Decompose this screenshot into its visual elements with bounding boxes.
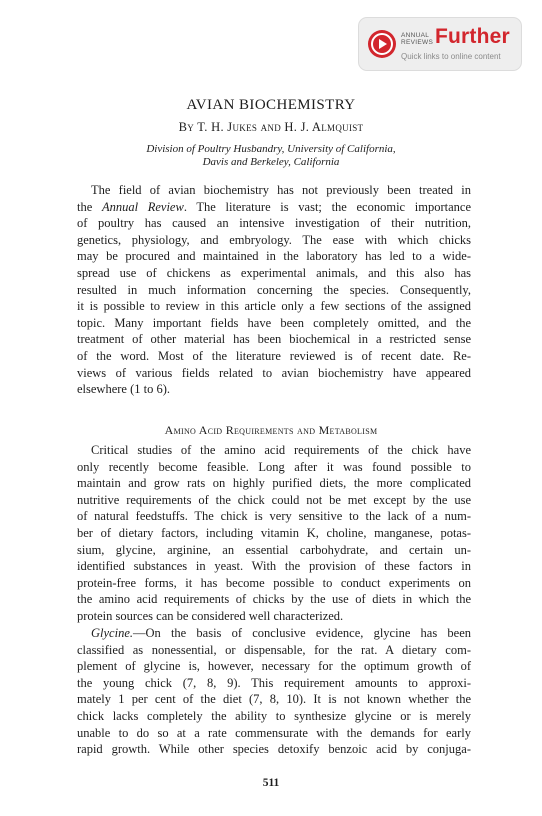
text-line: protein-free forms, it has become possible to conduct experiments on xyxy=(77,575,471,590)
text-line: rapid growth. While other species detoxify benzoic acid by conjuga- xyxy=(77,742,471,757)
journal-name: Annual Review xyxy=(101,199,184,214)
text-line: mately 1 per cent of the diet (7, 8, 10). It is not known whether the xyxy=(77,692,471,707)
text-line: the young chick (7, 8, 9). This requirement amounts to approxi- xyxy=(77,675,471,690)
text-line: plement of glycine is, however, necessary for the optimum growth of xyxy=(77,659,471,674)
further-subtitle: Quick links to online content xyxy=(401,52,501,61)
text-line: sium, glycine, arginine, an essential carbohydrate, and certain un- xyxy=(77,542,471,557)
affiliation-line-2: Davis and Berkeley, California xyxy=(202,156,340,168)
text-line: elsewhere (1 to 6). xyxy=(77,382,171,397)
article-title: AVIAN BIOCHEMISTRY xyxy=(186,97,356,113)
text-line: of poultry has caused an intensive investigation of their nutrition, xyxy=(77,216,471,231)
text-line: it is possible to review in this article only a few sections of the assigned xyxy=(77,299,471,314)
text-line: classified as nonessential, or dispensable, for the rat. A dietary com- xyxy=(77,642,471,657)
page-number: 511 xyxy=(262,777,280,789)
text-line: only recently become feasible. Long after it was found possible to xyxy=(77,459,471,474)
text-line: the Annual Review. The literature is vast; the economic importance xyxy=(77,199,471,214)
run-in-heading: Glycine. xyxy=(91,626,133,640)
text-line: spread use of chickens as experimental animals, and this also has xyxy=(77,266,471,280)
text-line: Glycine.—On the basis of conclusive evidence, glycine has been xyxy=(91,626,471,640)
text-line: ber of dietary factors, including vitamin K, choline, manganese, potas- xyxy=(77,526,471,540)
section-heading: Amino Acid Requirements and Metabolism xyxy=(164,423,378,437)
text-line: views of various fields related to avian biochemistry have appeared xyxy=(77,365,471,380)
article-authors: By T. H. Jukes and H. J. Almquist xyxy=(178,120,364,134)
text-line: Critical studies of the amino acid requirements of the chick have xyxy=(91,443,471,457)
annual-text: ANNUAL xyxy=(401,32,430,39)
text-line: The field of avian biochemistry has not previously been treated in xyxy=(91,183,471,197)
text-line: of natural feedstuffs. The chick is very sensitive to the lack of a num- xyxy=(77,509,471,524)
text-line: topic. Many important fields have been completely omitted, and the xyxy=(77,315,471,330)
affiliation-line-1: Division of Poultry Husbandry, University of California, xyxy=(146,143,396,155)
text-line: the amino acid requirements of chicks by the use of diets in which the xyxy=(77,592,471,607)
text-line: of the word. Most of the literature reviewed is of recent date. Re- xyxy=(77,349,471,363)
text-line: identified substances in yeast. With the provision of these factors in xyxy=(77,559,471,574)
author-affiliation xyxy=(0,143,542,169)
text-line: treatment of other material has been biochemical in a restricted sense xyxy=(77,332,471,347)
text-line: genetics, physiology, and embryology. The ease with which chicks xyxy=(77,232,471,247)
text-line: maintain and grow rats on highly purified diets, the more complicated xyxy=(77,476,471,491)
text-line: nutritive requirements of the chick could not be met except by the use xyxy=(77,492,471,507)
further-banner-link[interactable] xyxy=(358,17,522,71)
text-line: unable to do so at a rate commensurate with the demands for early xyxy=(77,725,471,740)
further-label: Further xyxy=(435,25,510,48)
text-line: protein sources can be considered well characterized. xyxy=(77,609,344,623)
play-arrow-icon xyxy=(368,30,396,58)
text-line: resulted in much information concerning the species. Consequently, xyxy=(77,282,471,297)
text-line: may be procured and maintained in the laboratory has led to a wide- xyxy=(77,249,471,264)
reviews-text: REVIEWS xyxy=(401,39,434,46)
text-line: chick lacks completely the ability to synthesize glycine or is merely xyxy=(77,709,471,723)
